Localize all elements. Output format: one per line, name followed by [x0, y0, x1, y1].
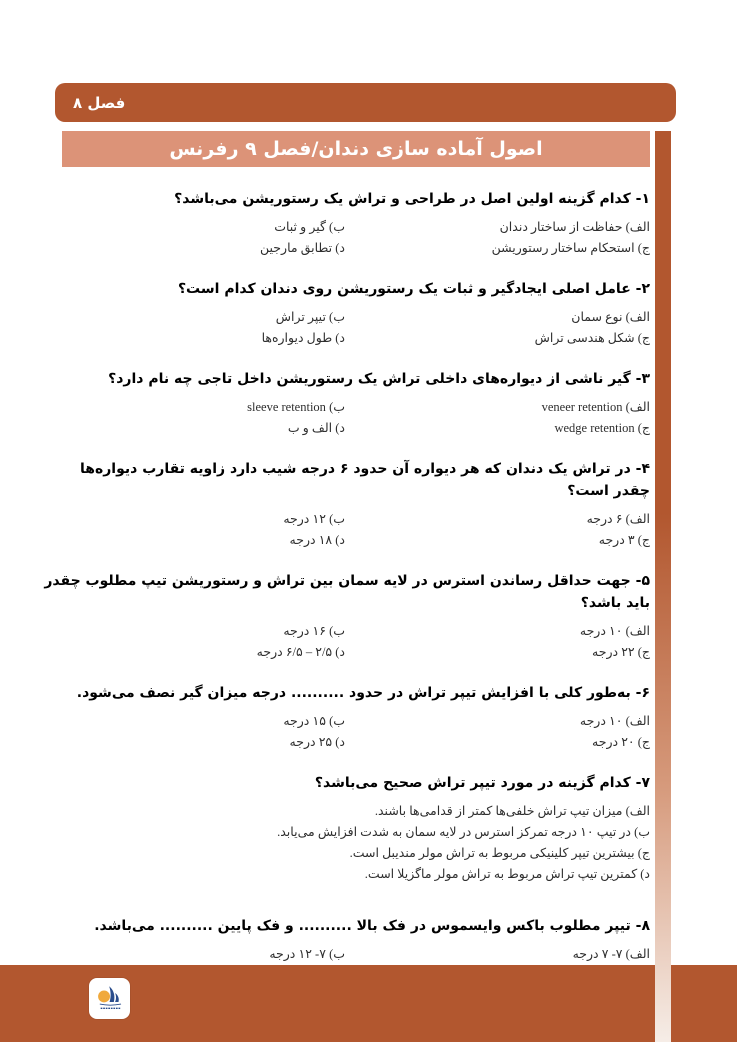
answer-option: ب) گیر و ثبات [274, 220, 345, 234]
answer-option: ب) ۱۲ درجه [283, 512, 345, 526]
chapter-banner [55, 83, 676, 122]
answer-option: ج) ۲۲ درجه [592, 645, 650, 659]
footer-band [0, 965, 737, 1042]
answer-option: ج) ۲۰ درجه [592, 735, 650, 749]
option-list [40, 509, 650, 551]
answer-option: د) ۲/۵ – ۶/۵ درجه [256, 645, 345, 659]
chapter-label: فصل ۸ [73, 93, 126, 112]
question-block [40, 682, 650, 753]
answer-option: ب) در تیپ ۱۰ درجه تمرکز استرس در لایه سمان به شدت افزایش می‌یابد. [277, 825, 650, 839]
question-text: ۱- کدام گزینه اولین اصل در طراحی و تراش یک رستوریشن می‌باشد؟ [174, 191, 650, 207]
side-strip-decoration [655, 131, 671, 1042]
question-text: ۴- در تراش یک دندان که هر دیواره آن حدود ۶ درجه شیب دارد زاویه تقارب دیواره‌ها چقدر است؟ [80, 461, 650, 499]
answer-option: ب) تیپر تراش [275, 310, 345, 324]
answer-option: الف) میزان تیپ تراش خلفی‌ها کمتر از قدامی‌ها باشند. [374, 804, 650, 818]
answer-option: الف) ۱۰ درجه [579, 624, 650, 638]
question-text: ۶- به‌طور کلی با افزایش تیپر تراش در حدود .......... درجه میزان گیر نصف می‌شود. [76, 685, 650, 701]
option-list [40, 711, 650, 753]
publisher-logo-icon [93, 982, 127, 1016]
option-list [40, 621, 650, 663]
answer-option: الف) ۶ درجه [586, 512, 650, 526]
answer-option: ب) ۱۶ درجه [283, 624, 345, 638]
question-block [40, 188, 650, 259]
answer-option: د) کمترین تیپ تراش مربوط به تراش مولر ماگزیلا است. [364, 867, 650, 881]
question-block [40, 368, 650, 439]
question-text: ۵- جهت حداقل رساندن استرس در لایه سمان بین تراش و رستوریشن تیپ مطلوب چقدر باید باشد؟ [44, 573, 650, 611]
answer-option: د) ۲۵ درجه [289, 735, 345, 749]
page-title-banner [62, 131, 650, 167]
answer-option: د) الف و ب [287, 421, 345, 435]
answer-option: ب) ۷- ۱۲ درجه [269, 947, 345, 961]
question-block [40, 570, 650, 663]
option-list [40, 801, 650, 885]
answer-option: د) طول دیواره‌ها [261, 331, 345, 345]
question-text: ۸- تیپر مطلوب باکس وایسموس در فک بالا .......... و فک پایین .......... می‌باشد. [94, 918, 650, 934]
publisher-logo [89, 978, 130, 1019]
answer-option: ج) شکل هندسی تراش [534, 331, 650, 345]
answer-option: الف) نوع سمان [571, 310, 650, 324]
answer-option: الف) حفاظت از ساختار دندان [499, 220, 650, 234]
answer-option: ج) ۳ درجه [598, 533, 650, 547]
question-block [40, 458, 650, 551]
answer-option: ج) wedge retention [554, 421, 650, 435]
answer-option: ب) ۱۵ درجه [283, 714, 345, 728]
question-text: ۲- عامل اصلی ایجادگیر و ثبات یک رستوریشن روی دندان کدام است؟ [177, 281, 650, 297]
answer-option: الف) ۱۰ درجه [579, 714, 650, 728]
question-text: ۳- گیر ناشی از دیواره‌های داخلی تراش یک رستوریشن داخل تاجی چه نام دارد؟ [108, 371, 650, 387]
answer-option: ج) بیشترین تیپر کلینیکی مربوط به تراش مولر مندیبل است. [349, 846, 650, 860]
question-list [40, 188, 650, 1005]
answer-option: د) ۱۸ درجه [289, 533, 345, 547]
question-block [40, 772, 650, 885]
answer-option: الف) ۷- ۷ درجه [572, 947, 650, 961]
answer-option: الف) veneer retention [541, 400, 650, 414]
question-text: ۷- کدام گزینه در مورد تیپر تراش صحیح می‌باشد؟ [314, 775, 650, 791]
answer-option: ب) sleeve retention [247, 400, 345, 414]
page-title: اصول آماده سازی دندان/فصل ۹ رفرنس [169, 138, 543, 160]
answer-option: د) تطابق مارجین [260, 241, 345, 255]
question-block [40, 278, 650, 349]
answer-option: ج) استحکام ساختار رستوریشن [491, 241, 650, 255]
option-list [40, 397, 650, 439]
option-list [40, 217, 650, 259]
option-list [40, 307, 650, 349]
